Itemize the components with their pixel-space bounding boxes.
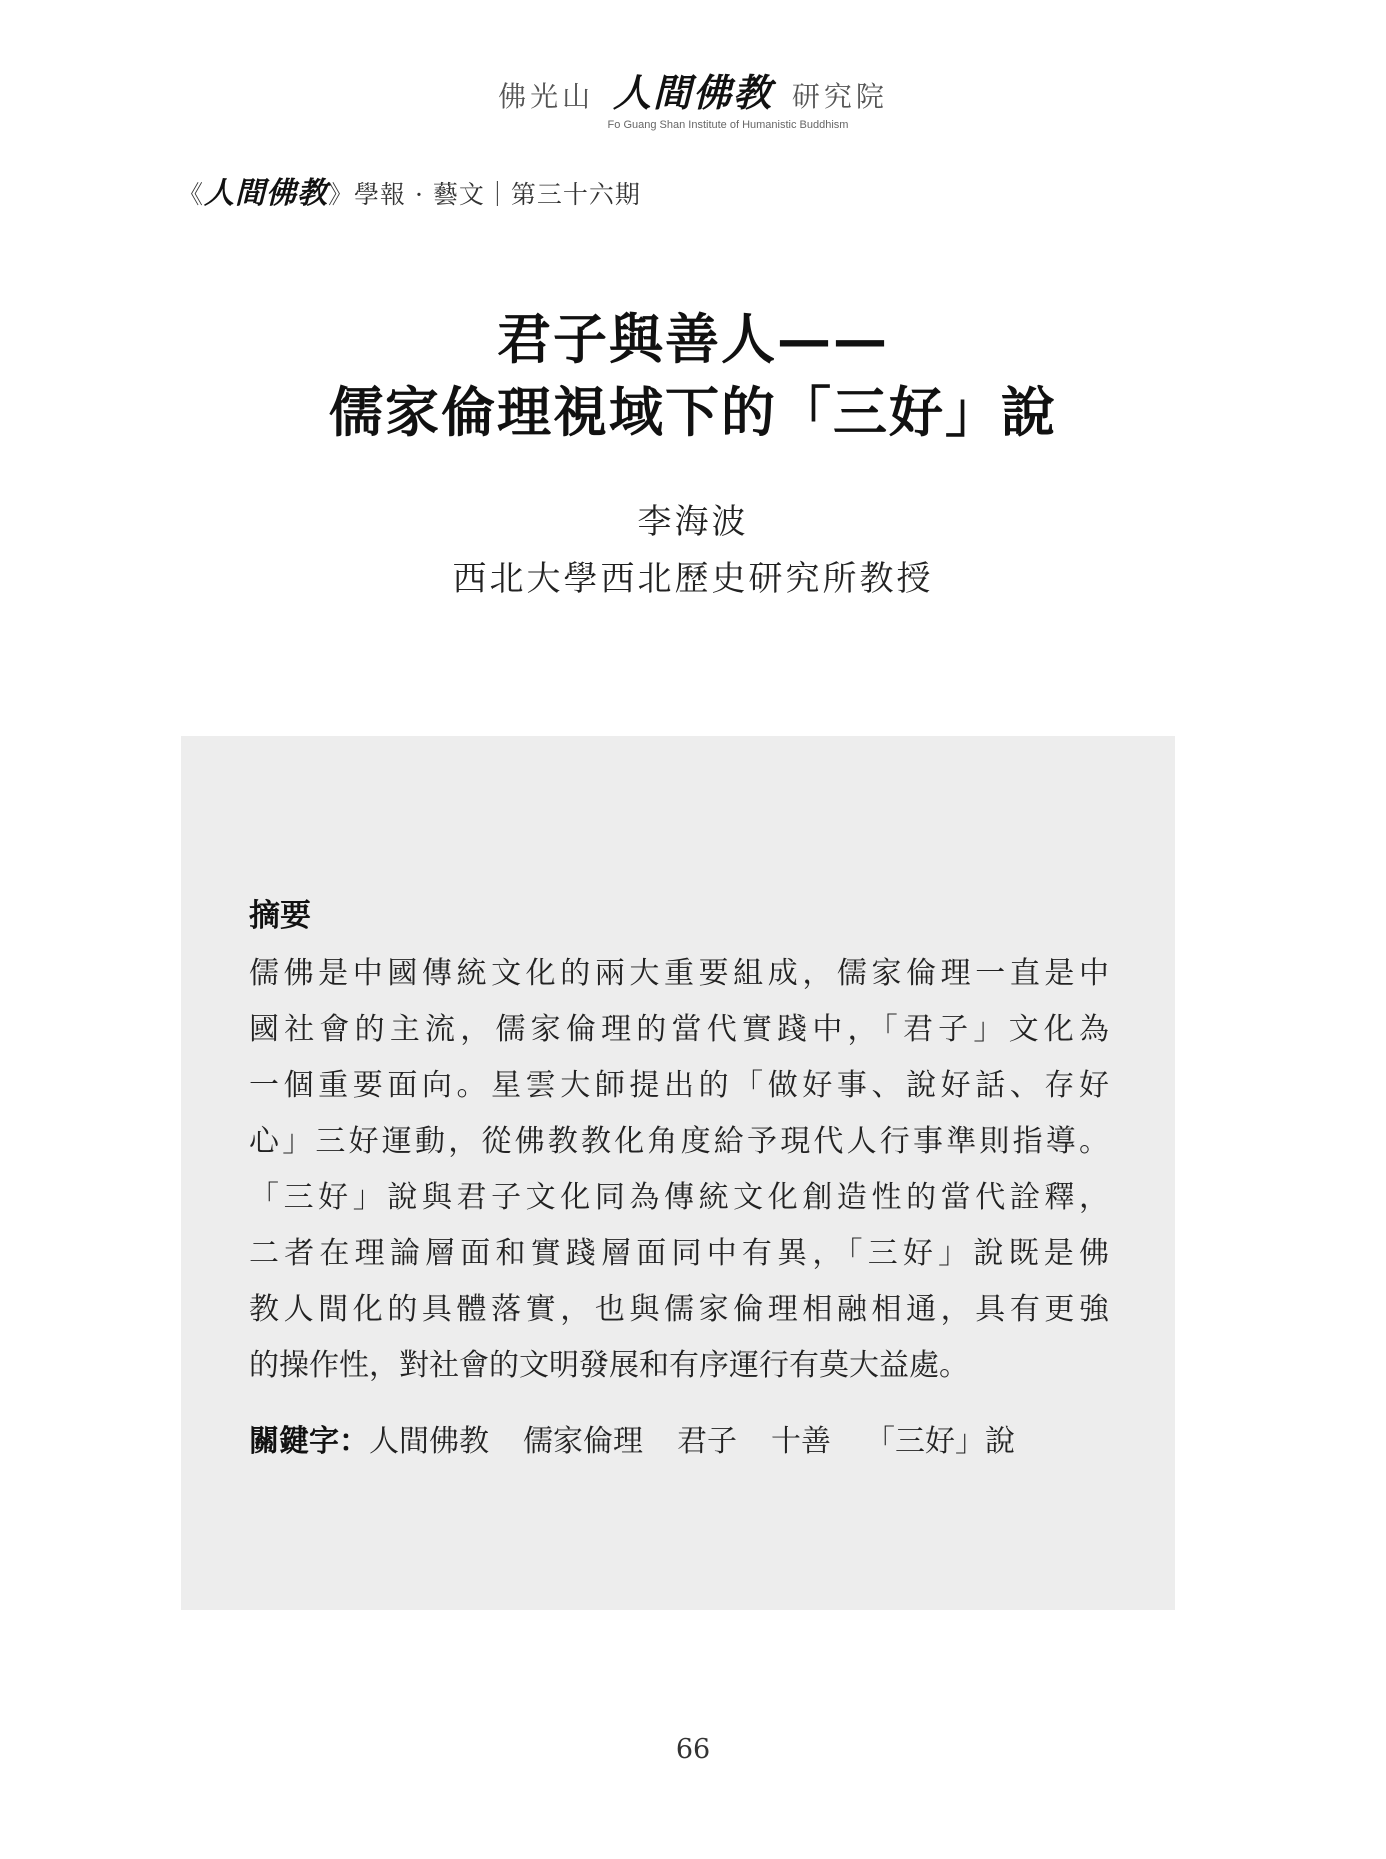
- abstract-body: [249, 946, 1109, 1394]
- page-number: 66: [675, 1734, 711, 1765]
- abstract-line: 二者在理論層面和實踐層面同中有異，「三好」說既是佛: [249, 1236, 1109, 1271]
- keyword: 儒家倫理: [523, 1424, 643, 1459]
- keyword: 君子: [677, 1424, 737, 1459]
- institute-name: [0, 62, 1386, 117]
- abstract-line: 「三好」說與君子文化同為傳統文化創造性的當代詮釋，: [249, 1180, 1109, 1215]
- journal-brand-logo: 人間佛教: [204, 176, 329, 211]
- running-head-open: 《: [178, 180, 205, 209]
- article-title-line-1: 君子與善人——: [497, 307, 889, 371]
- abstract-line: 儒佛是中國傳統文化的兩大重要組成，儒家倫理一直是中: [249, 956, 1109, 991]
- article-title-line-2: 儒家倫理視域下的「三好」說: [329, 380, 1057, 444]
- abstract-line: 的操作性，對社會的文明發展和有序運行有莫大益處。: [249, 1348, 969, 1383]
- keyword: 人間佛教: [369, 1424, 489, 1459]
- keyword: 十善: [771, 1424, 831, 1459]
- keywords: [249, 1416, 1049, 1460]
- institute-suffix: 研究院: [791, 80, 888, 113]
- running-head: [178, 168, 641, 212]
- abstract-box: [181, 736, 1175, 1610]
- running-head-rest: 》學報 · 藝文｜第三十六期: [328, 180, 641, 209]
- abstract-line: 一個重要面向。星雲大師提出的「做好事、說好話、存好: [249, 1068, 1109, 1103]
- abstract-line: 心」三好運動，從佛教教化角度給予現代人行事準則指導。: [249, 1124, 1109, 1159]
- institute-english-name: Fo Guang Shan Institute of Humanistic Buddhism: [607, 119, 849, 131]
- keyword: 「三好」說: [865, 1424, 1015, 1459]
- keywords-label: 關鍵字：: [249, 1424, 369, 1459]
- author-name: 李海波: [637, 502, 749, 542]
- abstract-line: 國社會的主流，儒家倫理的當代實踐中，「君子」文化為: [249, 1012, 1109, 1047]
- author-affiliation: 西北大學西北歷史研究所教授: [452, 559, 934, 599]
- institute-brand-logo: 人間佛教: [612, 70, 773, 115]
- institute-prefix: 佛光山: [498, 80, 595, 113]
- abstract-heading: 摘要: [249, 898, 311, 934]
- abstract-line: 教人間化的具體落實，也與儒家倫理相融相通，具有更強: [249, 1292, 1109, 1327]
- institute-header: [0, 62, 1386, 131]
